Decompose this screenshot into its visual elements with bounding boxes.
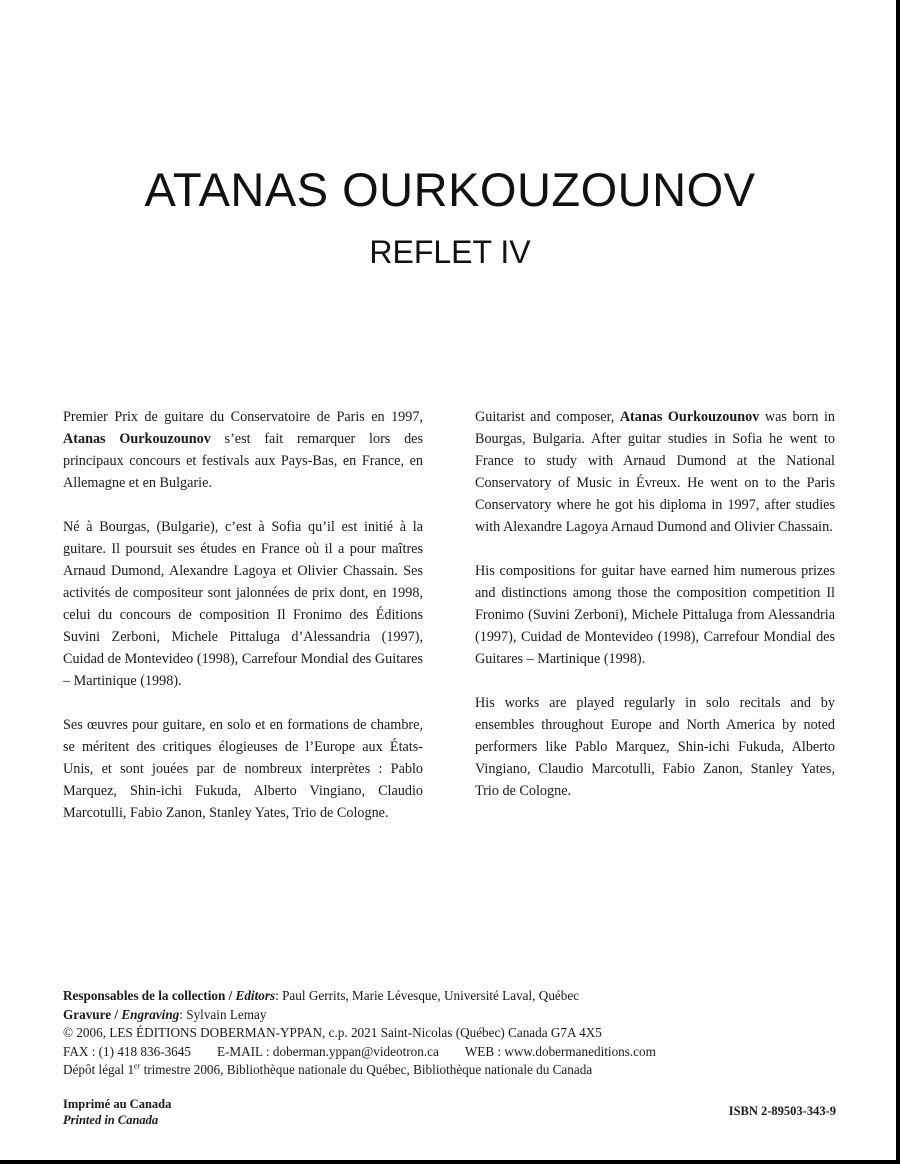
- printed-fr: Imprimé au Canada: [63, 1097, 172, 1111]
- engraving-line: Gravure / Engraving: Sylvain Lemay: [63, 1006, 267, 1022]
- french-paragraph-1: Premier Prix de guitare du Conservatoire de Paris en 1997, Atanas Ourkouzounov s’est fait remarquer lors des principaux concours et festivals aux Pays-Bas, en France, en Allemagne et en Bulgarie.: [63, 409, 423, 491]
- composer-name-bold: Atanas Ourkouzounov: [63, 431, 211, 447]
- english-paragraph-2: His compositions for guitar have earned him numerous prizes and distinctions among those the composition competition Il Fronimo (Suvini Zerboni), Michele Pittaluga from Alessandria (1997), Cuidad de Montevideo (1998), Carrefour Mondial des Guitares – Martinique (1998).: [475, 563, 835, 667]
- website: WEB : www.dobermaneditions.com: [464, 1043, 656, 1059]
- english-paragraph-1: Guitarist and composer, Atanas Ourkouzounov was born in Bourgas, Bulgaria. After guitar studies in Sofia he went to France to study with Arnaud Dumond at the National Conservatory of Music in Évreux. He went on to the Paris Conservatory where he got his diploma in 1997, after studies with Alexandre Lagoya Arnaud Dumond and Olivier Chassain.: [475, 409, 835, 535]
- fax: FAX : (1) 418 836-3645: [63, 1043, 191, 1059]
- printed-en: Printed in Canada: [63, 1113, 159, 1127]
- contact-line: [63, 1043, 843, 1062]
- legal-deposit-line: Dépôt légal 1er trimestre 2006, Bibliothèque nationale du Québec, Bibliothèque nationale du Canada: [63, 1061, 593, 1077]
- email: E-MAIL : doberman.yppan@videotron.ca: [216, 1043, 439, 1059]
- composer-name-bold: Atanas Ourkouzounov: [619, 409, 760, 425]
- isbn: ISBN 2-89503-343-9: [728, 1104, 836, 1118]
- french-paragraph-2: Né à Bourgas, (Bulgarie), c’est à Sofia qu’il est initié à la guitare. Il poursuit ses études en France où il a pour maîtres Arnaud Dumond, Alexandre Lagoya et Olivier Chassain. Ses activités de compositeur sont jalonnées de prix dont, en 1998, celui du concours de composition Il Fronimo des Éditions Suvini Zerboni, Michele Pittaluga d’Alessandria (1997), Cuidad de Montevideo (1998), Carrefour Mondial des Guitares – Martinique (1998).: [63, 519, 423, 689]
- credits-block: [63, 987, 843, 1080]
- work-title: REFLET IV: [369, 234, 531, 270]
- french-paragraph-3: Ses œuvres pour guitare, en solo et en formations de chambre, se méritent des critiques élogieuses de l’Europe aux États-Unis, et sont jouées par de nombreux interprètes : Pablo Marquez, Shin-ichi Fukuda, Alberto Vingiano, Claudio Marcotulli, Fabio Zanon, Stanley Yates, Trio de Cologne.: [63, 717, 423, 821]
- editors-line: Responsables de la collection / Editors: Paul Gerrits, Marie Lévesque, Université Laval, Québec: [63, 988, 580, 1003]
- english-paragraph-3: His works are played regularly in solo recitals and by ensembles throughout Europe and North America by noted performers like Pablo Marquez, Shin-ichi Fukuda, Alberto Vingiano, Claudio Marcotulli, Fabio Zanon, Stanley Yates, Trio de Cologne.: [475, 695, 835, 799]
- printed-in: [63, 1096, 171, 1128]
- composer-name: ATANAS OURKOUZOUNOV: [144, 163, 756, 216]
- copyright-line: © 2006, LES ÉDITIONS DOBERMAN-YPPAN, c.p. 2021 Saint-Nicolas (Québec) Canada G7A 4X5: [63, 1025, 602, 1040]
- english-biography: [475, 406, 835, 824]
- french-biography: [63, 406, 423, 846]
